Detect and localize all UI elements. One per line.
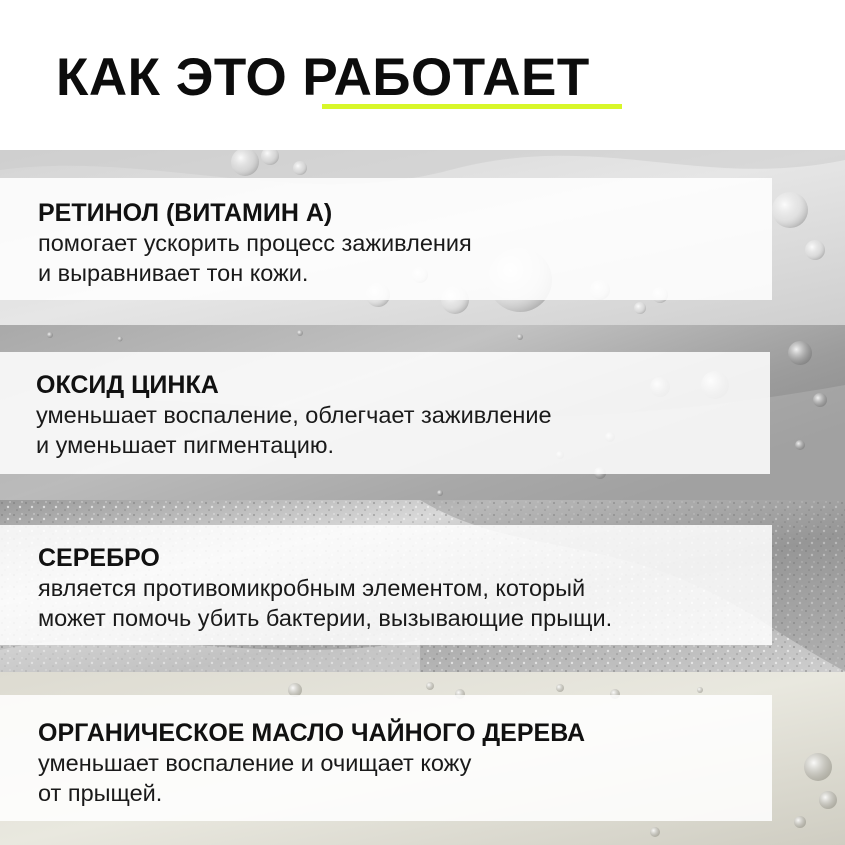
ingredient-description <box>38 228 472 288</box>
ingredient-description <box>36 400 552 460</box>
ingredient-panel <box>0 178 772 300</box>
ingredient-panel <box>0 525 772 645</box>
ingredient-band-silver <box>0 500 845 672</box>
ingredient-band-tea-tree-oil <box>0 672 845 845</box>
ingredient-name: ОРГАНИЧЕСКОЕ МАСЛО ЧАЙНОГО ДЕРЕВА <box>38 719 586 747</box>
ingredient-band-retinol <box>0 150 845 325</box>
description-line: уменьшает воспаление и очищает кожу <box>38 750 472 776</box>
ingredient-name: СЕРЕБРО <box>38 544 160 572</box>
title-part-1: КАК ЭТО <box>56 48 288 107</box>
description-line: от прыщей. <box>38 780 163 806</box>
description-line: является противомикробным элементом, который <box>38 575 586 601</box>
description-line: и выравнивает тон кожи. <box>38 260 309 286</box>
ingredient-name: РЕТИНОЛ (ВИТАМИН А) <box>38 199 333 227</box>
description-line: уменьшает воспаление, облегчает заживление <box>36 402 552 428</box>
description-line: помогает ускорить процесс заживления <box>38 230 472 256</box>
page-title <box>56 48 590 108</box>
description-line: может помочь убить бактерии, вызывающие прыщи. <box>38 605 613 631</box>
ingredient-band-zinc-oxide <box>0 325 845 500</box>
title-part-2: РАБОТАЕТ <box>302 48 590 107</box>
ingredient-description <box>38 748 585 808</box>
ingredient-panel <box>0 695 772 821</box>
ingredient-description <box>38 573 612 633</box>
description-line: и уменьшает пигментацию. <box>36 432 335 458</box>
ingredient-name: ОКСИД ЦИНКА <box>36 371 219 399</box>
ingredient-panel <box>0 352 770 474</box>
